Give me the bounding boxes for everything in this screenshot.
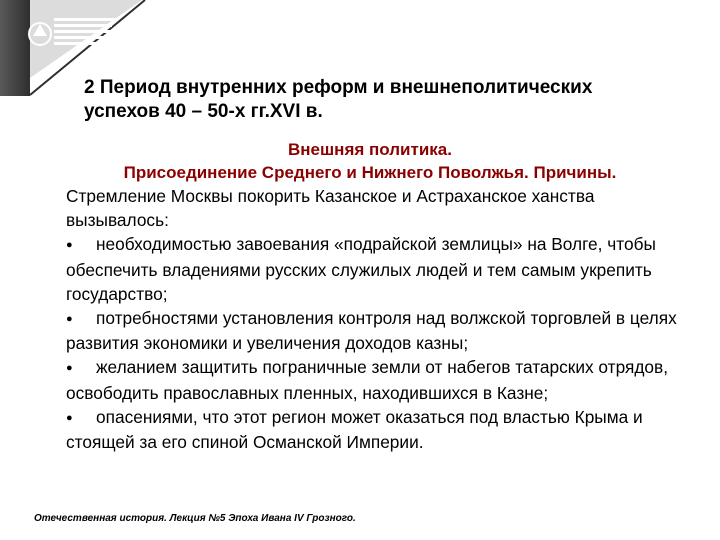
bullet-icon: ● <box>66 313 73 326</box>
slide-subtitle-line-1: Внешняя политика. <box>288 140 452 159</box>
slide-body <box>66 184 702 454</box>
bullet-item <box>66 232 702 306</box>
bullet-item <box>66 306 702 355</box>
slide-subtitle <box>40 138 700 184</box>
slide-title <box>84 76 704 124</box>
bullet-item <box>66 405 702 454</box>
slide-subtitle-line-2: Присоединение Среднего и Нижнего Поволжья. Причины. <box>123 163 617 182</box>
slide-title-line-1: 2 Период внутренних реформ и внешнеполитических <box>84 77 593 98</box>
bullet-icon: ● <box>66 362 73 375</box>
bullet-text: желанием защитить пограничные земли от набегов татарских отрядов, освободить православных пленных, находившихся в Казне; <box>66 357 669 403</box>
slide-title-line-2: успехов 40 – 50-х гг.XVI в. <box>84 101 323 122</box>
university-logo-icon <box>28 12 124 52</box>
slide-footer: Отечественная история. Лекция №5 Эпоха Ивана IV Грозного. <box>34 513 356 524</box>
bullet-item <box>66 355 702 404</box>
intro-paragraph: Стремление Москвы покорить Казанское и Астраханское ханства вызывалось: <box>66 186 595 231</box>
bullet-icon: ● <box>66 411 73 424</box>
bullet-text: опасениями, что этот регион может оказаться под властью Крыма и стоящей за его спиной Османской Империи. <box>66 406 643 453</box>
bullet-text: потребностями установления контроля над волжской торговлей в целях развития экономики и увеличения доходов казны; <box>66 308 677 354</box>
bullet-icon: ● <box>66 239 73 252</box>
bullet-text: необходимостью завоевания «подрайской землицы» на Волге, чтобы обеспечить владениями русских служилых людей и тем самым укрепить государство; <box>66 234 656 304</box>
